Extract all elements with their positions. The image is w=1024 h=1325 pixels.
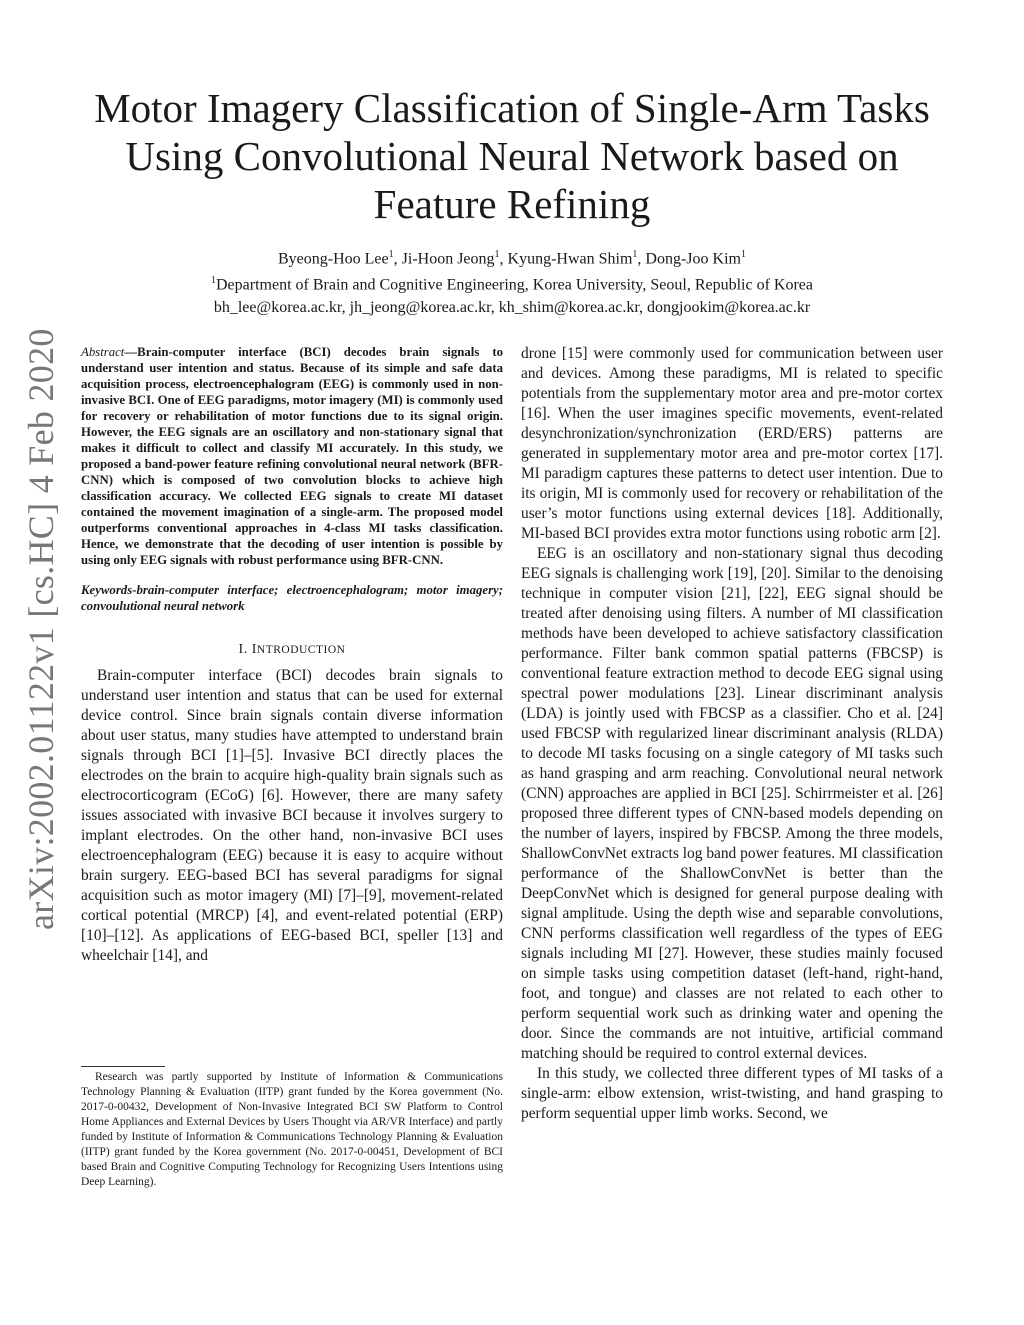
arxiv-identifier-stamp: arXiv:2002.01122v1 [cs.HC] 4 Feb 2020 bbox=[21, 328, 61, 930]
author-3: Kyung-Hwan Shim bbox=[507, 250, 633, 268]
author-names: Byeong-Hoo Lee$^1$, Ji-Hoon Jeong$^1$, Kyung-Hwan Shim$^1$, Dong-Joo Kim$^1$ bbox=[278, 249, 746, 268]
left-column bbox=[81, 344, 503, 966]
body-paragraph: In this study, we collected three different types of MI tasks of a single-arm: elbow extension, wrist-twisting, and hand grasping to perform sequential upper limb works. Second, we bbox=[521, 1065, 943, 1122]
abstract-label: Abstract bbox=[81, 345, 125, 359]
affiliation: $^1$Department of Brain and Cognitive Engineering, Korea University, Seoul, Republic of Korea bbox=[210, 275, 814, 294]
right-column bbox=[521, 344, 943, 1124]
intro-paragraph: Brain-computer interface (BCI) decodes brain signals to understand user intention and status that can be used for external device control. Since brain signals contain diverse information about user status, many studies have attempted to understand brain signals through BCI [1]–[5]. Invasive BCI directly places the electrodes on the brain to acquire high-quality brain signals such as electrocorticogram (ECoG) [6]. However, there are many safety issues associated with invasive BCI because it involves surgery to implant electrodes. On the other hand, non-invasive BCI uses electroencephalogram (EEG) because it is easy to acquire without brain surgery. EEG-based BCI has several paradigms for signal acquisition such as motor imagery (MI) [7]–[9], movement-related cortical potential (MRCP) [4], and event-related potential (ERP) [10]–[12]. As applications of EEG-based BCI, speller [13] and wheelchair [14], and bbox=[81, 667, 503, 964]
abstract bbox=[81, 344, 503, 568]
funding-footnote: Research was partly supported by Institute of Information & Communications Technology Planning & Evaluation (IITP) grant funded by the Korea government (No. 2017-0-00432, Development of Non-Invasive Integrated BCI SW Platform to Control Home Appliances and External Devices by Users Thought via AR/VR Interface) and partly funded by Institute of Information & Communications Technology Planning & Evaluation (IITP) grant funded by the Korea government (No. 2017-0-00451, Development of BCI based Brain and Cognitive Computing Technology for Recognizing Users Intentions using Deep Learning). bbox=[81, 1071, 503, 1188]
keywords-text: -brain-computer interface; electroencephalogram; motor imagery; convoulutional neural network bbox=[81, 583, 503, 613]
footnote-divider bbox=[81, 1066, 165, 1067]
keywords-label: Keywords bbox=[81, 583, 133, 597]
author-emails: bh_lee@korea.ac.kr, jh_jeong@korea.ac.kr, kh_shim@korea.ac.kr, dongjookim@korea.ac.kr bbox=[213, 298, 811, 316]
section-heading-introduction: I. INTRODUCTION bbox=[238, 642, 346, 657]
author-block bbox=[60, 244, 964, 319]
author-1: Byeong-Hoo Lee bbox=[278, 250, 389, 268]
body-paragraph: drone [15] were commonly used for communication between user and devices. Among these paradigms, MI is related to specific potentials from the supplementary motor area and pre-motor cortex [16]. When the user imagines specific movements, event-related desynchronization/synchronization (ERD/ERS) patterns are generated in supplementary motor area and pre-motor cortex [17]. MI paradigm captures these patterns to detect user intention. Due to its origin, MI is commonly used for recovery or rehabilitation of the user’s motor functions using external devices [18]. Additionally, MI-based BCI provides extra motor functions using robotic arm [2]. bbox=[521, 345, 943, 542]
abstract-text: —Brain-computer interface (BCI) decodes brain signals to understand user intention and status. Because of its simple and safe data acquisition process, electroencephalogram (EEG) is commonly used in non-invasive BCI. One of EEG paradigms, motor imagery (MI) is commonly used for recovery or rehabilitation of motor functions due to its signal origin. However, the EEG signals are an oscillatory and non-stationary signal that makes it difficult to collect and classify MI accurately. In this study, we proposed a band-power feature refining convolutional neural network (BFR-CNN) which is composed of two convolution blocks to achieve high classification accuracy. We collected EEG signals to create MI dataset contained the movement imagination of a single-arm. The proposed model outperforms conventional approaches in 4-class MI tasks classification. Hence, we demonstrate that the decoding of user intention is possible by using only EEG signals with robust performance using BFR-CNN. bbox=[81, 345, 503, 567]
body-paragraph: EEG is an oscillatory and non-stationary signal thus decoding EEG signals is challenging work [19], [20]. Similar to the denoising technique in computer vision [21], [22], EEG signal should be treated after denoising using filters. A number of MI classification methods have been developed to achieve satisfactory classification performance. Filter bank common spatial patterns (FBCSP) is conventional feature extraction method to decode EEG signal using spectral power modulations [23]. Linear discriminant analysis (LDA) is jointly used with FBCSP as a classifier. Cho et al. [24] used FBCSP with regularized linear discriminant analysis (RLDA) to decode MI tasks focusing on a single category of MI tasks such as hand grasping and arm reaching. Convolutional neural network (CNN) approaches are applied in BCI [25]. Schirrmeister et al. [26] proposed three different types of CNN-based models depending on the number of layers, inspired by FBCSP. Among the three models, ShallowConvNet extracts log band power features. MI classification performance of the ShallowConvNet is better than the DeepConvNet which is designed for general purpose dealing with signal amplitude. Using the depth wise and separable convolutions, CNN performs classification well regardless of the types of EEG signals including MI [27]. However, these studies mainly focused on simple tasks using competition dataset (left-hand, right-hand, foot, and tongue) and classes are not related to each other to perform sequential work such as drinking water and opening the door. Since the commands are not intuitive, artificial command matching should be required to control external devices. bbox=[521, 545, 943, 1062]
author-2: Ji-Hoon Jeong bbox=[401, 250, 495, 268]
author-4: Dong-Joo Kim bbox=[645, 250, 741, 268]
keywords bbox=[81, 582, 503, 614]
paper-title: Motor Imagery Classification of Single-Arm Tasks Using Convolutional Neural Network based on Feature Refining bbox=[94, 85, 930, 227]
